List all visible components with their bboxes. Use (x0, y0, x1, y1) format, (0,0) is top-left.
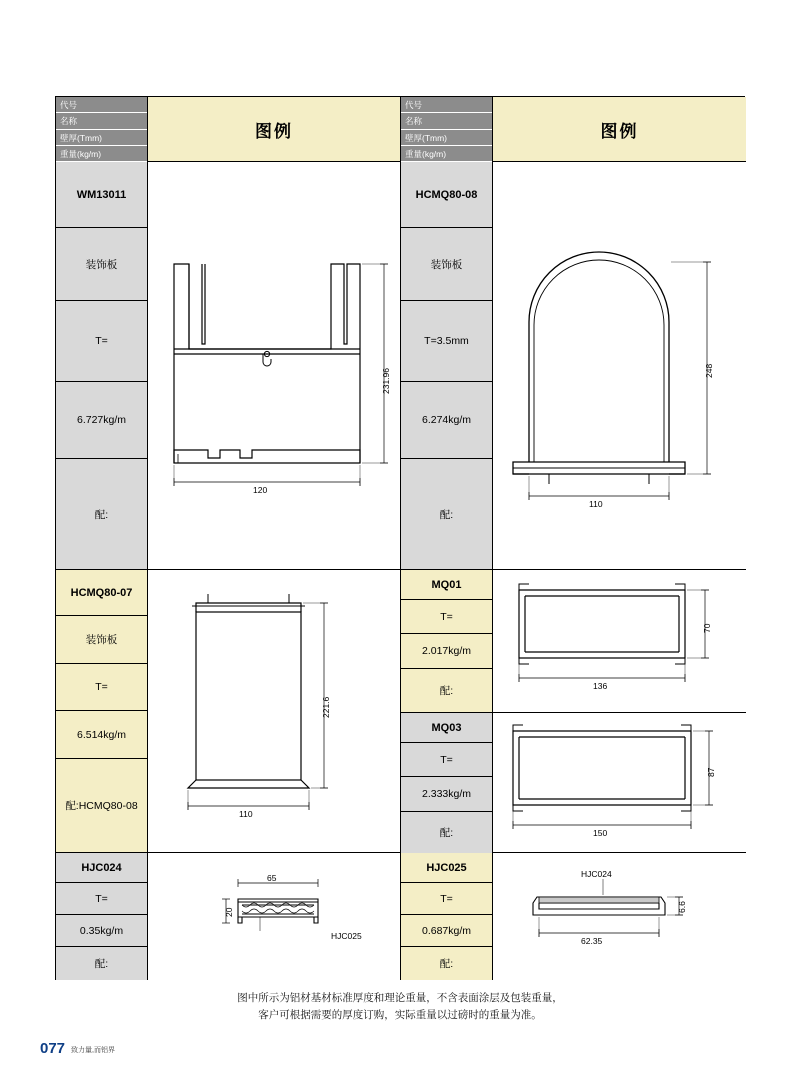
dimension-width: 120 (253, 485, 268, 495)
right-table-header (401, 97, 746, 162)
profile-match: 配: (401, 812, 492, 853)
header-label-code: 代号 (401, 97, 492, 113)
profile-weight: 6.514kg/m (56, 711, 147, 759)
footnote (0, 990, 800, 1024)
profile-thickness: T= (56, 883, 147, 915)
table-row (56, 853, 400, 980)
header-label-weight: 重量(kg/m) (401, 146, 492, 162)
dimension-height: 87 (706, 767, 716, 777)
header-label-stack (56, 97, 148, 161)
dimension-height: 221.6 (321, 696, 331, 718)
profile-weight: 6.727kg/m (56, 382, 147, 459)
profile-match: 配: (401, 669, 492, 712)
profile-figure (148, 570, 400, 852)
profile-match: 配: (401, 459, 492, 569)
spec-stack (56, 162, 148, 569)
dimension-callout: HJC024 (581, 869, 612, 879)
profile-weight: 6.274kg/m (401, 382, 492, 459)
profile-code: MQ01 (401, 570, 492, 600)
header-label-name: 名称 (401, 113, 492, 129)
profile-match: 配: (56, 947, 147, 980)
dimension-height: 231.96 (381, 368, 391, 394)
profile-code: HCMQ80-08 (401, 162, 492, 228)
dimension-height: 20 (224, 907, 234, 917)
header-label-code: 代号 (56, 97, 147, 113)
wm13011-drawing (148, 162, 400, 570)
profile-name: 装饰板 (56, 228, 147, 301)
footnote-line-1: 图中所示为铝材基材标准厚度和理论重量，不含表面涂层及包装重量， (237, 992, 563, 1004)
spec-stack (401, 570, 493, 712)
profile-name: 装饰板 (56, 616, 147, 664)
dimension-width: 65 (267, 873, 277, 883)
profile-figure (493, 570, 746, 712)
left-column (56, 97, 401, 979)
spec-stack (401, 162, 493, 569)
table-row (56, 570, 400, 853)
header-label-name: 名称 (56, 113, 147, 129)
page-footer (40, 1040, 115, 1057)
spec-stack (56, 570, 148, 852)
profile-match: 配:HCMQ80-08 (56, 759, 147, 852)
right-column (401, 97, 746, 979)
profile-figure (148, 853, 400, 980)
dimension-height: 6.6 (677, 901, 687, 913)
table-row (56, 162, 400, 570)
profile-match: 配: (56, 459, 147, 569)
header-label-weight: 重量(kg/m) (56, 146, 147, 162)
dimension-width: 150 (593, 828, 608, 838)
header-figure-title: 图例 (493, 97, 746, 161)
dimension-width: 110 (589, 499, 603, 509)
dimension-width: 62.35 (581, 936, 603, 946)
header-label-stack (401, 97, 493, 161)
profile-figure (493, 853, 746, 980)
spec-stack (56, 853, 148, 980)
table-row (401, 713, 746, 853)
header-label-thickness: 壁厚(Tmm) (401, 130, 492, 146)
header-label-thickness: 壁厚(Tmm) (56, 130, 147, 146)
hjc025-drawing (493, 853, 745, 980)
profile-code: HJC024 (56, 853, 147, 883)
profile-code: HJC025 (401, 853, 492, 883)
profile-name: 装饰板 (401, 228, 492, 301)
profile-weight: 2.017kg/m (401, 634, 492, 669)
mq01-drawing (493, 570, 745, 713)
brand-mark: 致力量,而铝界 (71, 1047, 115, 1054)
profile-match: 配: (401, 947, 492, 980)
profile-figure (493, 162, 746, 569)
dimension-callout: HJC025 (331, 931, 362, 941)
footnote-line-2: 客户可根据需要的厚度订购，实际重量以过磅时的重量为准。 (258, 1009, 542, 1021)
profile-thickness: T= (401, 600, 492, 634)
profile-weight: 0.35kg/m (56, 915, 147, 947)
dimension-height: 248 (704, 363, 714, 378)
profile-thickness: T= (56, 301, 147, 382)
profile-thickness: T= (56, 664, 147, 711)
dimension-height: 70 (702, 623, 712, 633)
profile-weight: 0.687kg/m (401, 915, 492, 947)
profile-code: WM13011 (56, 162, 147, 228)
table-row (401, 162, 746, 570)
profile-figure (493, 713, 746, 852)
table-row (401, 570, 746, 713)
dimension-width: 136 (593, 681, 608, 691)
left-table-header (56, 97, 400, 162)
profile-code: HCMQ80-07 (56, 570, 147, 616)
profile-weight: 2.333kg/m (401, 777, 492, 812)
profile-thickness: T=3.5mm (401, 301, 492, 382)
page-number: 077 (40, 1040, 66, 1057)
profile-thickness: T= (401, 883, 492, 915)
hcmq8007-drawing (148, 570, 400, 853)
table-row (401, 853, 746, 980)
mq03-drawing (493, 713, 745, 853)
dimension-width: 110 (239, 809, 253, 819)
profile-thickness: T= (401, 743, 492, 777)
spec-stack (401, 713, 493, 852)
profile-table (55, 96, 745, 980)
profile-figure (148, 162, 400, 569)
spec-stack (401, 853, 493, 980)
profile-code: MQ03 (401, 713, 492, 743)
header-figure-title: 图例 (148, 97, 400, 161)
